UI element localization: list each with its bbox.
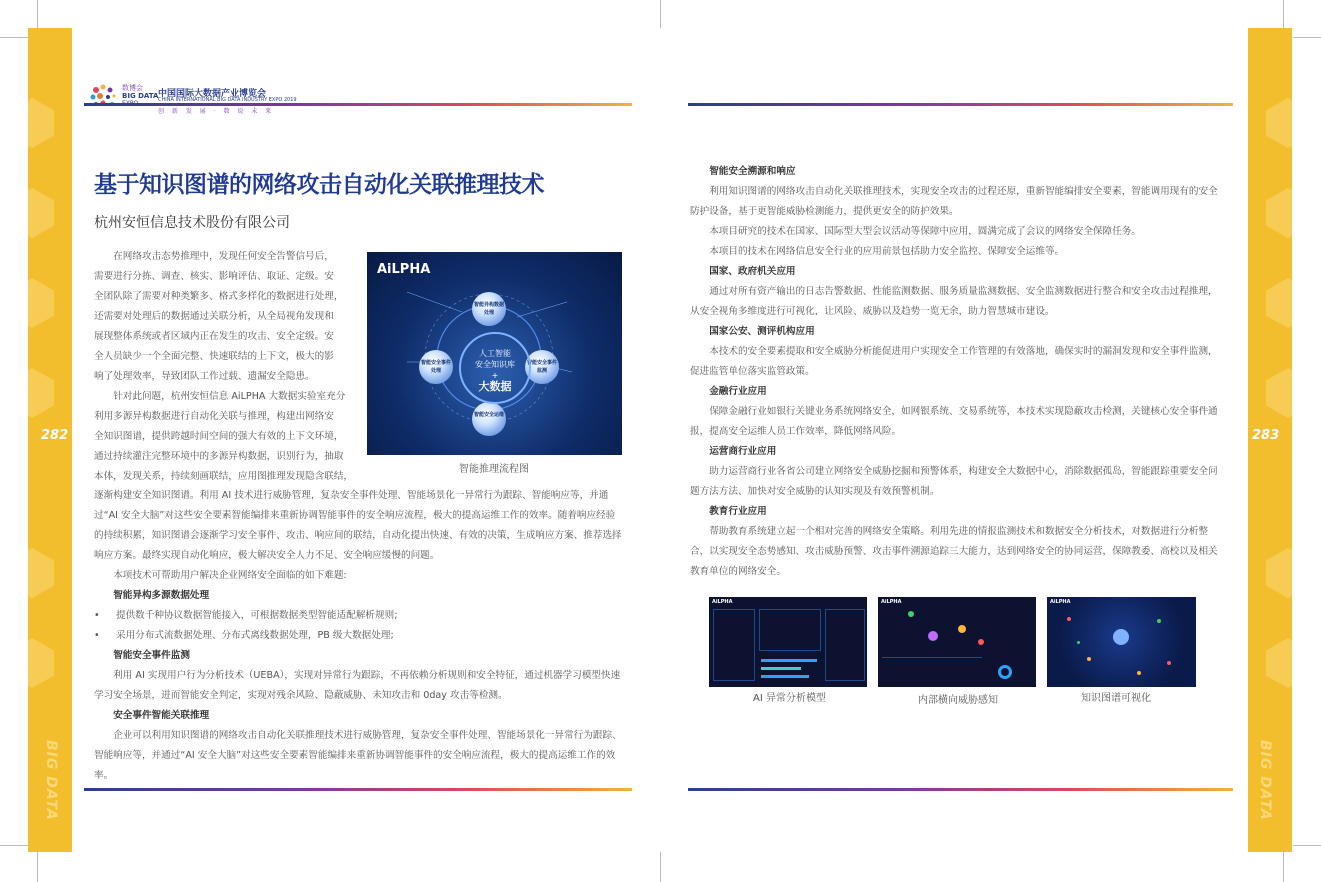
node-event-monitoring: 智能安全事件监测 (525, 350, 559, 384)
crop-mark (0, 37, 28, 38)
screen-node (998, 665, 1012, 679)
hex-decoration (1266, 188, 1292, 238)
crop-mark (37, 0, 38, 28)
node-operations: 智能安全运维 (472, 402, 506, 436)
footer-rule (688, 788, 1233, 791)
header-rule (84, 103, 632, 106)
paragraph: 本项技术可帮助用户解决企业网络安全面临的如下难题: (113, 570, 347, 581)
inference-flow-figure (367, 252, 622, 455)
subheading: 国家公安、测评机构应用 (709, 326, 815, 337)
crop-mark (1293, 845, 1321, 846)
screen-brand: AiLPHA (1050, 599, 1071, 605)
paragraph: 保障金融行业如银行关键业务系统网络安全，如网银系统、交易系统等，本技术实现隐蔽攻击检测，关键核心安全事件通报，提高安全运维人员工作效率，降低网络风险。 (690, 406, 1218, 437)
figure-brand: AiLPHA (377, 262, 431, 277)
screenshot-anomaly-model (709, 597, 867, 687)
paragraph: 本项目的技术在网络信息安全行业的应用前景包括助力安全监控、保障安全运维等。 (709, 246, 1065, 257)
screenshot-graph-visual (1047, 597, 1196, 687)
screen-node (928, 631, 938, 641)
hex-decoration (28, 548, 54, 598)
text-line: 本体，发现关系，持续刻画联结，应用图推理发现隐含联结， (94, 471, 354, 482)
subheading: 智能安全事件监测 (113, 650, 190, 661)
paragraph: 通过对所有资产输出的日志告警数据、性能监测数据、服务质量监测数据、安全监测数据进行整合和安全攻击过程推理，从安全视角多维度进行可视化，让风险、威胁以及趋势一览无余，助力智慧城市建设。 (690, 286, 1218, 317)
screen-node (1067, 617, 1071, 621)
center-line: 安全知识库 (475, 360, 515, 369)
text-line: 通过持续灌注完整环境中的多源异构数据，识别行为，抽取 (94, 451, 344, 462)
text-line: 全知识图谱，提供跨越时间空间的强大有效的上下文环境， (94, 431, 344, 442)
screen-node (958, 625, 966, 633)
text-line: 还需要对处理后的数据通过关联分析，从全局视角发现和 (94, 311, 334, 322)
text-line: 需要进行分拣、调查、核实、影响评估、取证、定级。安 (94, 271, 334, 282)
screen-node (1137, 671, 1141, 675)
screen-node (1077, 641, 1080, 644)
paragraph: 企业可以利用知识图谱的网络攻击自动化关联推理技术进行威胁管理，复杂安全事件处理、智能场景化一异常行为跟踪、智能响应等，并通过“AI 安全大脑”对这些安全要素智能编排来重新协调智能事件的安全响应流程，极大的提高运维工作的效率。 (94, 730, 622, 781)
logo-title: 中国国际大数据产业博览会 (158, 89, 267, 99)
bullet-item: • 提供数千种协议数据智能接入，可根据数据类型智能适配解析规则; (94, 606, 624, 626)
hex-decoration (1266, 548, 1292, 598)
text-line: 在网络攻击态势推理中，发现任何安全告警信号后， (113, 251, 334, 262)
paragraph: 本项目研究的技术在国家、国际型大型会议活动等保障中应用，圆满完成了会议的网络安全保障任务。 (709, 226, 1141, 237)
text-line: 利用多源异构数据进行自动化关联与推理，构建出网络安 (94, 411, 334, 422)
screen-node (1087, 657, 1091, 661)
crop-mark (37, 852, 38, 882)
node-data-processing: 智能异构数据处理 (472, 292, 506, 326)
screen-node (1167, 661, 1171, 665)
logo-cn-small: 数博会 (122, 84, 143, 92)
screenshot-caption: 内部横向威胁感知 (918, 695, 998, 706)
crop-mark (660, 0, 661, 28)
paragraph: 助力运营商行业各省公司建立网络安全威胁挖掘和预警体系，构建安全大数据中心，消除数据孤岛，智能跟踪重要安全问题方法方法、加快对安全威胁的认知实现及有效预警机制。 (690, 466, 1218, 497)
paragraph: 利用知识图谱的网络攻击自动化关联推理技术，实现安全攻击的过程还原，重新智能编排安全要素，智能调用现有的安全防护设备，基于更智能威胁检测能力，提供更安全的防护效果。 (690, 186, 1218, 217)
crop-mark (1283, 852, 1284, 882)
expo-logo-icon (88, 82, 120, 114)
screen-table (882, 657, 982, 682)
logo-slogan: 创 新 发 展 · 数 说 未 来 (158, 108, 275, 115)
hex-decoration (28, 638, 54, 688)
subheading: 运营商行业应用 (709, 446, 777, 457)
screen-panel (759, 609, 821, 651)
text-line: 响了处理效率，导致团队工作过载、遗漏安全隐患。 (94, 371, 315, 382)
logo-en: BIG DATA (122, 92, 159, 100)
hex-decoration (28, 368, 54, 418)
screenshot-caption: AI 异常分析模型 (753, 693, 826, 704)
subheading: 金融行业应用 (709, 386, 767, 397)
crop-mark (660, 852, 661, 882)
text-line: 全人员缺少一个全面完整、快速联结的上下文，极大的影 (94, 351, 334, 362)
text-line: 展现整体系统或者区域内正在发生的攻击、安全定级。安 (94, 331, 334, 342)
center-line: 大数据 (478, 380, 512, 393)
screen-node (978, 639, 984, 645)
hex-decoration (1266, 278, 1292, 328)
subheading: 国家、政府机关应用 (709, 266, 796, 277)
paragraph: 利用 AI 实现用户行为分析技术（UEBA），实现对异常行为跟踪，不再依赖分析规则和安全特征，通过机器学习模型快速学习安全场景，进而智能安全判定，实现对残余风险、隐蔽威胁、未知攻击和 0day 攻击等检测。 (94, 670, 621, 701)
screen-node (1157, 619, 1161, 623)
subheading: 安全事件智能关联推理 (113, 710, 210, 721)
screenshot-lateral-threat (878, 597, 1036, 687)
side-label: BIG DATA (43, 740, 59, 821)
page-number: 282 (41, 428, 69, 443)
article-title: 基于知识图谱的网络攻击自动化关联推理技术 (94, 172, 544, 198)
text-line: 针对此问题，杭州安恒信息 AiLPHA 大数据实验室充分 (113, 391, 346, 402)
paragraph: 逐渐构建安全知识图谱。利用 AI 技术进行威胁管理，复杂安全事件处理、智能场景化一异常行为跟踪、智能响应等，并通过“AI 安全大脑”对这些安全要素智能编排来重新协调智能事件的安全响应流程，极大的提高运维工作的效率。随着响应经验的持续积累，知识图谱会逐渐学习安全事件、攻击、响应间的联结，自动化提出快速、有效的决策，生成响应方案、推荐选择响应方案。最终实现自动化响应，极大解决安全人力不足、安全响应缓慢的问题。 (94, 490, 622, 561)
center-core (459, 332, 531, 404)
header-rule (688, 103, 1233, 106)
hex-decoration (28, 188, 54, 238)
center-line: 人工智能 (479, 349, 511, 358)
footer-rule (84, 788, 632, 791)
bullet-item: • 采用分布式流数据处理、分布式离线数据处理，PB 级大数据处理; (94, 626, 624, 646)
hex-decoration (1266, 368, 1292, 418)
hex-decoration (28, 278, 54, 328)
crop-mark (1283, 0, 1284, 28)
text-line: 全团队除了需要对种类繁多、格式多样化的数据进行处理， (94, 291, 344, 302)
screenshot-caption: 知识图谱可视化 (1081, 693, 1151, 704)
screen-panel (825, 609, 865, 681)
center-plus: + (491, 371, 499, 380)
subheading: 教育行业应用 (709, 506, 767, 517)
right-column (690, 162, 1218, 582)
subheading: 智能安全溯源和响应 (709, 166, 796, 177)
hex-decoration (1266, 98, 1292, 148)
screen-brand: AiLPHA (712, 599, 733, 605)
screen-node (1113, 629, 1129, 645)
body-column (94, 486, 624, 786)
screen-bar (761, 667, 801, 670)
paragraph: 本技术的安全要素提取和安全威胁分析能促进用户实现安全工作管理的有效落地，确保实时的漏洞发现和安全事件监测，促进监管单位落实监管政策。 (690, 346, 1218, 377)
company-name: 杭州安恒信息技术股份有限公司 (94, 215, 290, 231)
screen-node (908, 611, 914, 617)
side-label: BIG DATA (1257, 740, 1273, 821)
crop-mark (0, 845, 28, 846)
screen-panel (713, 609, 755, 681)
screen-bar (761, 675, 809, 678)
crop-mark (1293, 37, 1321, 38)
logo-subtitle: CHINA INTERNATIONAL BIG DATA INDUSTRY EXPO 2019 (158, 97, 297, 103)
page-number: 283 (1252, 428, 1280, 443)
node-event-processing: 智能安全事件处理 (419, 350, 453, 384)
expo-logo (88, 82, 297, 118)
subheading: 智能异构多源数据处理 (113, 590, 210, 601)
figure-caption: 智能推理流程图 (459, 464, 529, 475)
hex-decoration (28, 98, 54, 148)
screen-bar (761, 659, 817, 662)
paragraph: 帮助教育系统建立起一个相对完善的网络安全策略。利用先进的情报监测技术和数据安全分析技术，对数据进行分析整合，以实现安全态势感知、攻击威胁预警、攻击事件溯源追踪三大能力，达到网络安全的协同运营，保障教委、高校以及相关教育单位的网络安全。 (690, 526, 1218, 577)
intro-column (94, 247, 360, 487)
hex-decoration (1266, 638, 1292, 688)
screen-brand: AiLPHA (881, 599, 902, 605)
